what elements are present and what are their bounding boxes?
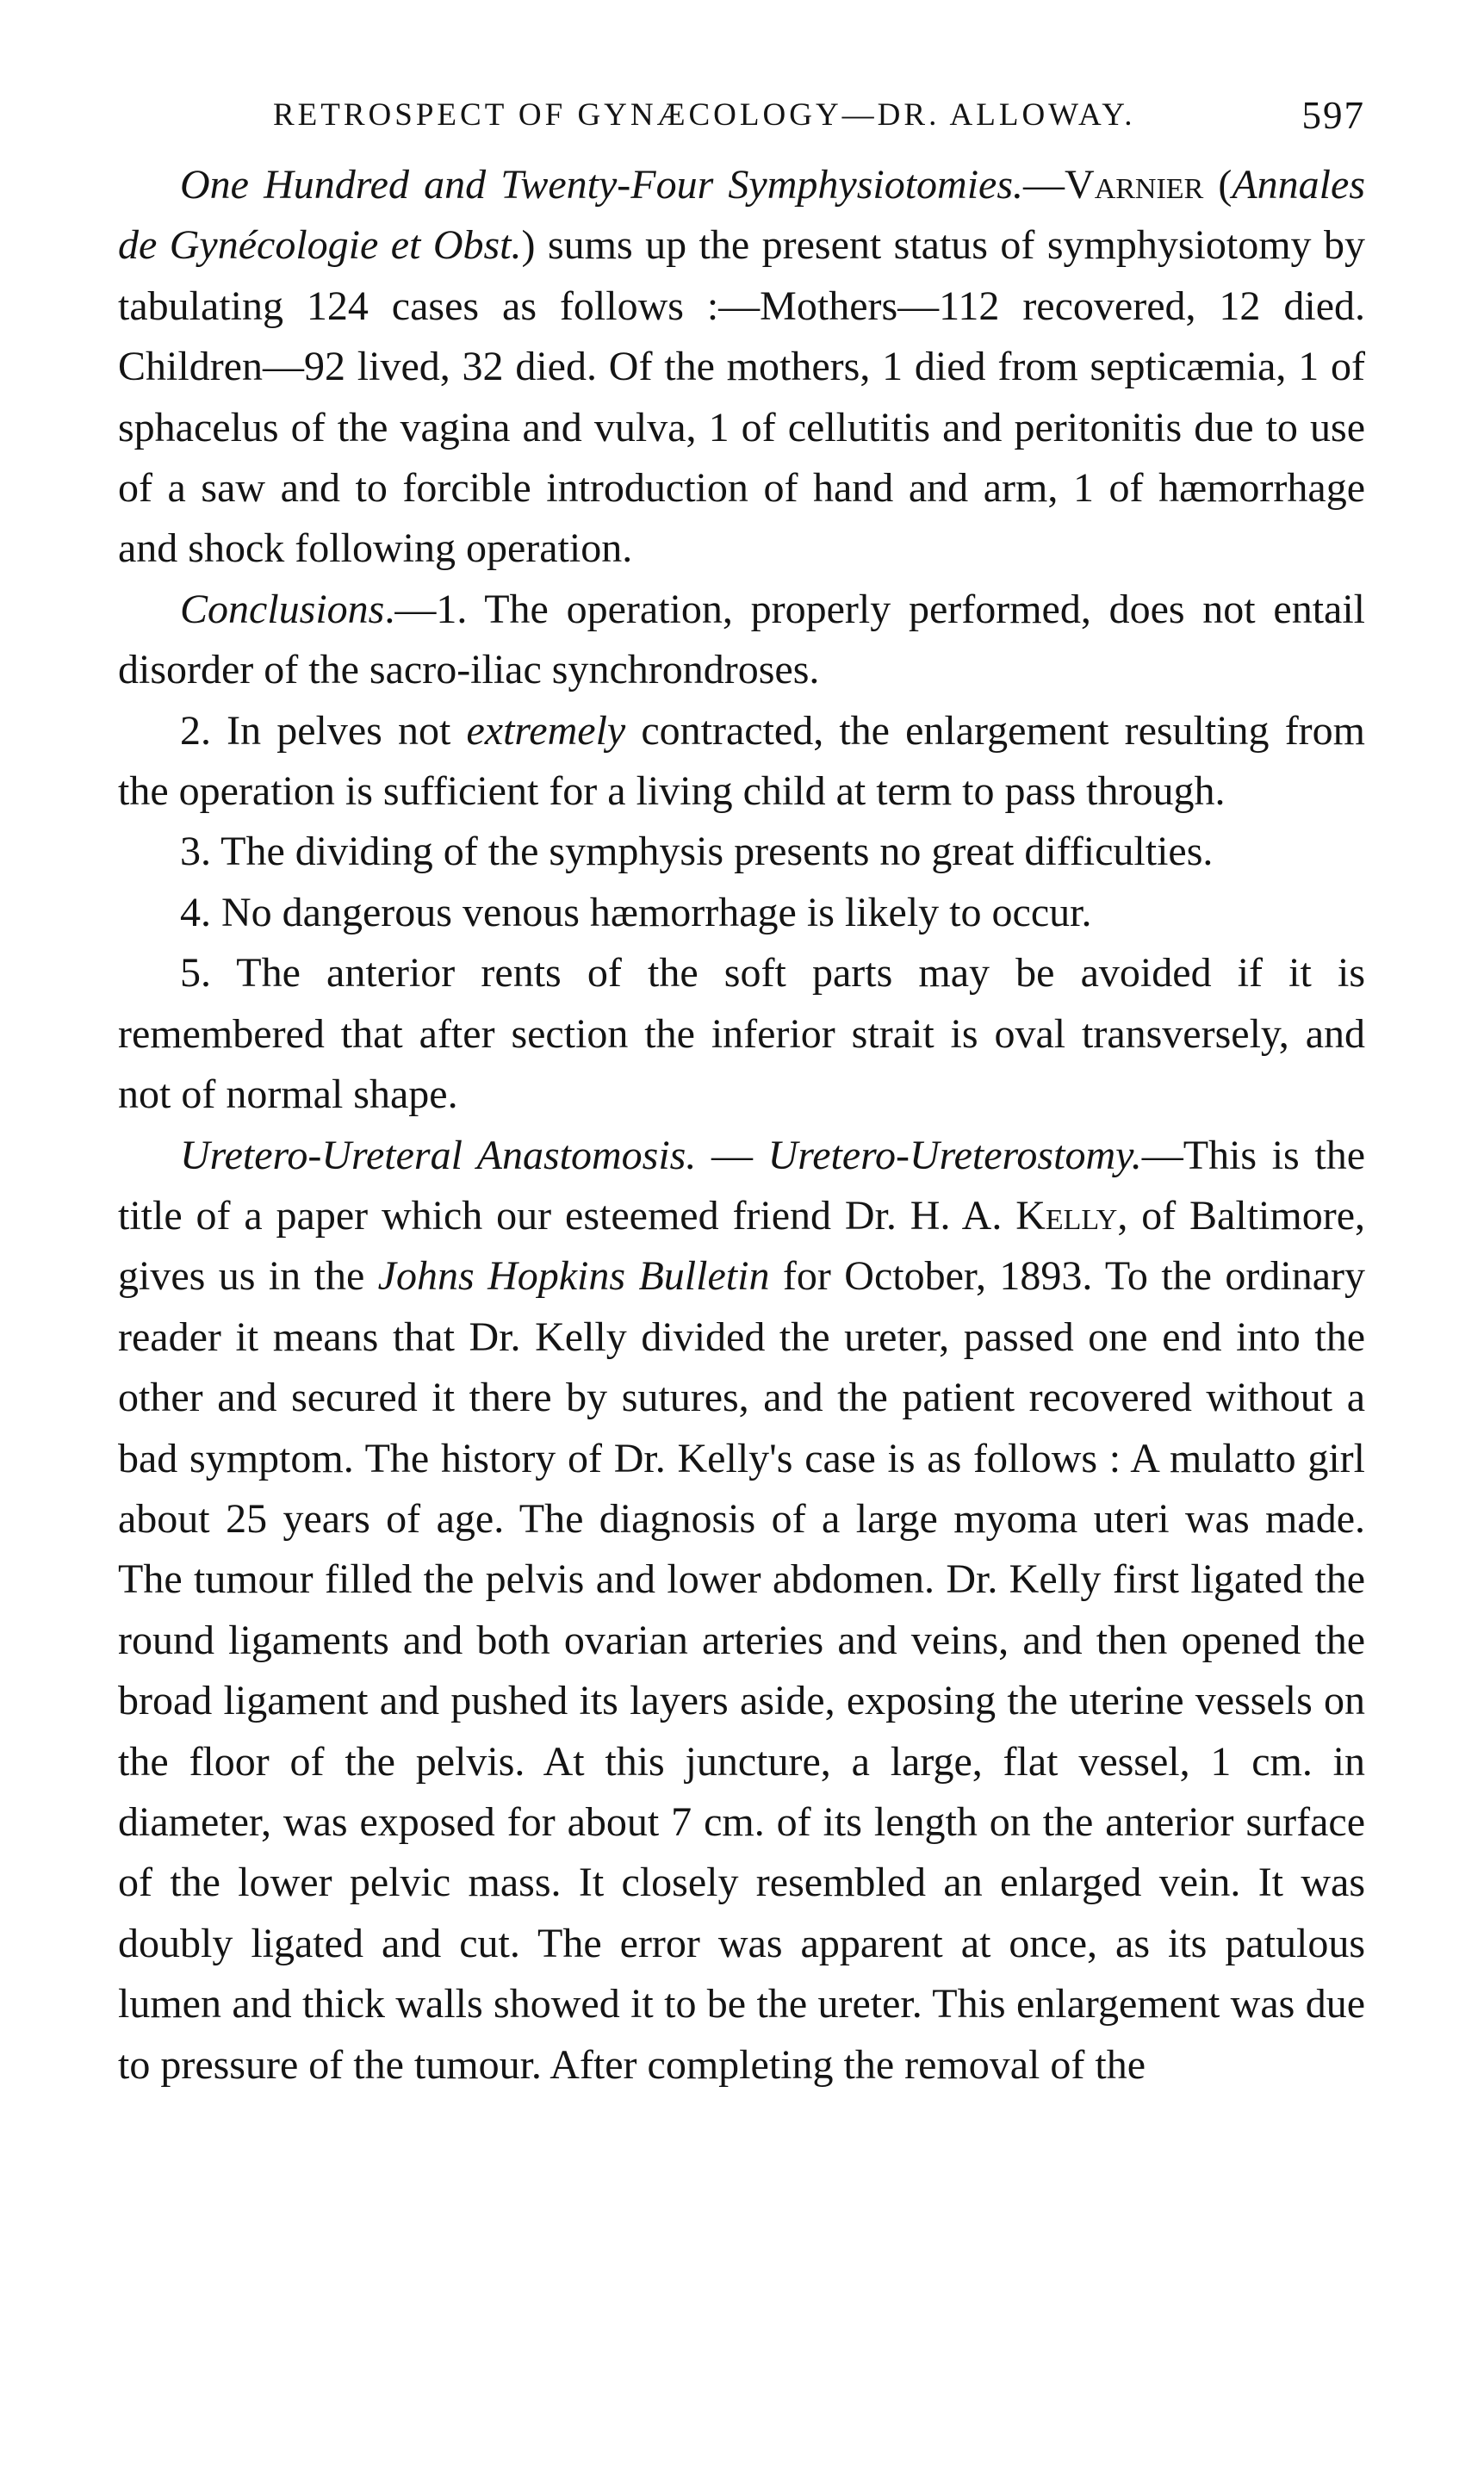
paragraph-text: for October, 1893. To the ordinary reader it means that Dr. Kelly divided the ureter, passed one end into the other and secured it there by sutures, and the patient recovered without a bad symptom. The history of Dr. Kelly's case is as follows : A mulatto girl about 25 years of age. The diagnosis of a large myoma uteri was made. The tumour filled the pelvis and lower abdomen. Dr. Kelly first ligated the round ligaments and both ovarian arteries and veins, and then opened the broad ligament and pushed its layers aside, exposing the uterine vessels on the floor of the pelvis. At this juncture, a large, flat vessel, 1 cm. in diameter, was exposed for about 7 cm. of its length on the anterior surface of the lower pelvic mass. It closely resembled an enlarged vein. It was doubly ligated and cut. The error was apparent at once, as its patulous lumen and thick walls showed it to be the ureter. This enlargement was due to pressure of the tumour. After completing the removal of the: [118, 1253, 1365, 2088]
dash: —: [696, 1132, 768, 1178]
paragraph-text: ) sums up the present status of symphysiotomy by tabulating 124 cases as follows :—Mothers—112 recovered, 12 died. Children—92 lived, 32 died. Of the mothers, 1 died from septicæmia, 1 of sphacelus of the vagina and vulva, 1 of cellutitis and peritonitis due to use of a saw and to forcible introduction of hand and arm, 1 of hæmorrhage and shock following operation.: [118, 222, 1366, 572]
item-text: 2. In pelves not: [180, 707, 467, 754]
emphasis-text: extremely: [466, 707, 626, 754]
dash: —: [1141, 1132, 1183, 1178]
conclusion-item-3: 3. The dividing of the symphysis presents no great difficulties.: [180, 829, 1214, 875]
paragraph-conclusions: [118, 580, 1365, 701]
running-head: [118, 86, 1365, 155]
dash: —: [1023, 162, 1065, 208]
section-title: Uretero-Ureteral Anastomosis.: [180, 1132, 697, 1178]
conclusion-item-2: [118, 701, 1365, 823]
section-title: One Hundred and Twenty-Four Symphysiotomies.: [180, 162, 1024, 208]
author-name: Varnier: [1065, 162, 1204, 208]
paragraph-text: .—1. The operation, properly performed, does not entail disorder of the sacro-iliac synchrondroses.: [118, 586, 1365, 693]
body-text: [118, 155, 1365, 2096]
conclusion-item-4: 4. No dangerous venous hæmorrhage is likely to occur.: [180, 889, 1092, 935]
journal-name: Annales de Gynécologie et Obst.: [118, 162, 1365, 269]
paragraph-text: , of Baltimore, gives us in the: [118, 1192, 1365, 1300]
paragraph-symphysiotomies: [118, 155, 1365, 580]
page-number: 597: [1301, 94, 1365, 137]
author-name: Kelly: [1015, 1192, 1118, 1239]
item-text: contracted, the enlargement resulting from the operation is sufficient for a living child at term to pass through.: [118, 707, 1365, 815]
journal-name: Johns Hopkins Bulletin: [377, 1253, 770, 1300]
document-page: [118, 86, 1365, 2096]
conclusion-item-5: 5. The anterior rents of the soft parts may be avoided if it is remembered that after section the inferior strait is oval transversely, and not of normal shape.: [118, 950, 1365, 1118]
running-title: RETROSPECT OF GYNÆCOLOGY—DR. ALLOWAY.: [273, 97, 1136, 133]
paragraph-text: This is the title of a paper which our esteemed friend Dr. H. A.: [118, 1132, 1366, 1239]
open-paren: (: [1203, 162, 1233, 208]
section-title-alt: Uretero-Ureterostomy.: [767, 1132, 1142, 1178]
paragraph-ureterostomy: [118, 1126, 1365, 2096]
conclusions-label: Conclusions: [180, 586, 385, 632]
